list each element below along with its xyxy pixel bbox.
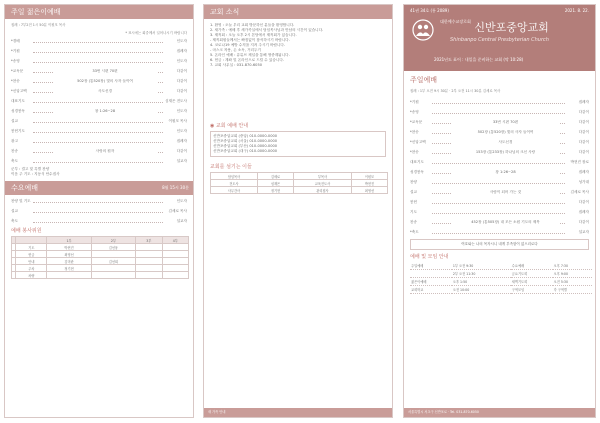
service-committee-title: 예배 봉사위원 — [11, 228, 42, 234]
church-list-title: ◉ 교회 예배 안내 — [210, 123, 249, 129]
order-row — [410, 186, 589, 196]
news-item: 6. 헌금 : 계좌 및 온라인으로 드릴 수 있습니다. — [210, 58, 284, 62]
staff-table — [210, 172, 388, 194]
order-row — [11, 45, 187, 55]
order-row — [11, 195, 187, 205]
order-leader: 설교자 — [578, 230, 589, 234]
order-label: 대표기도 — [410, 160, 424, 164]
order-row — [11, 85, 187, 95]
dotted-leader — [432, 183, 565, 184]
table-cell: 수요예배 — [511, 262, 553, 270]
order-leader: 심재은 전도사 — [165, 99, 187, 103]
order-leader: 박현진 장로 — [570, 160, 589, 164]
table-row — [211, 180, 388, 187]
table-row — [12, 265, 189, 272]
order-label: 축도 — [11, 159, 18, 163]
order-label: *축도 — [410, 230, 419, 234]
section-header-sunday: 주일예배 — [410, 76, 438, 84]
order-content: 33번 시편 70편 — [53, 69, 157, 74]
order-leader: 다같이 — [176, 79, 187, 83]
church-item: 신반포중앙교회 (중앙) 010-0000-0000 — [213, 134, 278, 138]
table-cell: 새벽기도회 — [511, 278, 553, 286]
order-label: *찬송 — [410, 150, 419, 154]
table-cell: 최영선 — [351, 187, 387, 194]
table-cell — [136, 265, 162, 272]
table-cell — [91, 265, 135, 272]
table-cell: 김선희 — [91, 258, 135, 265]
table-cell: 최영선 — [47, 251, 91, 258]
footer-bar: 서울특별시 서초구 신반포로 · Tel. 031-870-6050 — [404, 408, 595, 417]
table-row — [410, 270, 592, 278]
order-label: *송영 — [11, 59, 20, 63]
table-cell: 정기현 — [47, 265, 91, 272]
order-label: 광고 — [11, 139, 18, 143]
order-row — [11, 35, 187, 45]
order-row — [410, 96, 589, 106]
sunday-order-list — [404, 96, 595, 236]
order-row — [11, 145, 187, 155]
table-cell: 관리집사 — [294, 187, 352, 194]
church-list — [210, 131, 386, 157]
order-label: 봉헌기도 — [11, 129, 25, 133]
table-cell: 오전 5:30 — [553, 278, 592, 286]
order-row — [11, 155, 187, 165]
table-cell: 교회학교 — [410, 286, 452, 294]
table-cell: 이원모 — [351, 173, 387, 180]
order-label: 설교 — [11, 119, 18, 123]
order-content: 33번 시편 70편 — [452, 120, 559, 125]
memo-list — [5, 165, 193, 179]
table-cell: 정기현 — [257, 187, 293, 194]
table-cell: 1부 오전 9:30 — [452, 262, 511, 270]
table-cell: 담임목사 — [211, 173, 258, 180]
order-content: 사도신경 — [53, 89, 157, 94]
order-leader: 다같이 — [176, 89, 187, 93]
lead-text: 집례 : 1부 오전 9시 30분 · 2부 오전 11시 30분 김세로 목사 — [410, 89, 501, 93]
order-content: 사도신경 — [452, 140, 559, 145]
order-leader: 다같이 — [578, 120, 589, 124]
service-committee-table — [11, 236, 189, 279]
church-name-text: 신반포중앙교회 — [474, 21, 549, 34]
church-logo-icon — [412, 19, 434, 41]
table-cell: 안내 — [16, 258, 47, 265]
order-label: *찬송 — [11, 79, 20, 83]
annual-theme: 2021년도 표어 : 내일을 준비하는 교회 (막 10:28) — [434, 57, 524, 62]
order-label: *기원 — [11, 49, 20, 53]
order-label: *찬송 — [410, 130, 419, 134]
order-row — [11, 105, 187, 115]
wednesday-time: 8월 15시 30분 — [162, 185, 189, 190]
order-leader: 다같이 — [176, 149, 187, 153]
order-leader: 인도자 — [176, 59, 187, 63]
table-cell: 오후 9:00 — [553, 270, 592, 278]
cover-banner — [404, 5, 595, 71]
table-cell: 2부 오전 11:30 — [452, 270, 511, 278]
order-label: *기원 — [410, 100, 419, 104]
table-cell: 헌금 — [16, 251, 47, 258]
order-row — [11, 135, 187, 145]
news-item: 4. 코로나19 예방 수칙을 지켜 주시기 바랍니다. — [210, 43, 286, 47]
table-cell: 전도사 — [211, 180, 258, 187]
dotted-leader — [432, 203, 565, 204]
section-header-wednesday — [5, 181, 193, 195]
order-leader: 설교자 — [176, 219, 187, 223]
order-label: 찬송 — [11, 149, 18, 153]
table-cell: 부목사 — [294, 173, 352, 180]
order-row — [11, 205, 187, 215]
order-content: 창 1:26~28 — [53, 109, 157, 114]
panel-cover — [403, 4, 596, 418]
table-cell: 각 구역별 — [553, 286, 592, 294]
table-cell: 기도 — [16, 244, 47, 251]
table-cell — [136, 272, 162, 279]
table-row — [410, 262, 592, 270]
table-cell: 차량 — [16, 272, 47, 279]
table-header-cell — [16, 237, 47, 244]
table-row — [410, 286, 592, 294]
order-leader: 집례자 — [578, 170, 589, 174]
table-cell — [162, 272, 188, 279]
wednesday-title: 수요예배 — [11, 184, 39, 192]
news-item: 2. 새가족 : 예배 후 새가족실에서 담임목사님과 만남의 시간이 있습니다. — [210, 28, 324, 32]
order-leader: 다같이 — [578, 140, 589, 144]
order-leader: 집례자 — [176, 139, 187, 143]
order-content: 153장 (통233장) 하나님의 크신 사랑 — [452, 150, 559, 155]
news-item: 1. 환영 : 오늘 우리 교회 방문하신 분들을 환영합니다. — [210, 23, 295, 27]
table-header-cell: 1부 — [47, 237, 91, 244]
wednesday-order-list — [5, 195, 193, 225]
order-label: *교독문 — [410, 120, 423, 124]
order-leader: 다같이 — [578, 150, 589, 154]
news-item: 7. 교회 사무실 : 031-870-6050 — [210, 63, 263, 67]
table-cell — [162, 244, 188, 251]
order-leader: 김세로 목사 — [570, 190, 589, 194]
table-row — [211, 187, 388, 194]
table-cell: 김선웅 — [91, 244, 135, 251]
dotted-leader — [33, 142, 163, 143]
table-cell — [91, 272, 135, 279]
news-list — [204, 19, 392, 68]
standing-note: * 표시에는 회중께서 일어나시기 바랍니다 — [125, 31, 187, 35]
order-content: 창 1:26~28 — [452, 170, 559, 175]
order-leader: 성가대 — [578, 180, 589, 184]
order-label: *경배 — [11, 39, 20, 43]
order-row — [11, 55, 187, 65]
dotted-leader — [33, 102, 163, 103]
order-row — [410, 206, 589, 216]
order-label: 찬양 및 기도 — [11, 199, 31, 203]
table-cell: 오전 10:00 — [452, 286, 511, 294]
meeting-info-title: 예배 및 모임 안내 — [410, 254, 449, 260]
order-leader: 다같이 — [578, 200, 589, 204]
order-leader: 인도자 — [176, 109, 187, 113]
order-leader: 다같이 — [578, 130, 589, 134]
order-label: 성경봉독 — [410, 170, 424, 174]
denomination: 대한예수교장로회 — [440, 19, 471, 24]
dotted-leader — [432, 103, 565, 104]
order-leader: 인도자 — [176, 129, 187, 133]
table-cell — [162, 258, 188, 265]
church-name-en: Shinbanpo Central Presbyterian Church — [450, 37, 549, 43]
order-row — [410, 216, 589, 226]
order-label: 찬양 — [410, 180, 417, 184]
order-row — [11, 75, 187, 85]
dotted-leader — [33, 162, 163, 163]
church-item: 신반포중앙교회 (서울) 010-0000-0000 — [213, 139, 278, 143]
dotted-leader — [33, 52, 163, 53]
table-row — [12, 251, 189, 258]
table-cell: 심재은 — [257, 180, 293, 187]
order-leader: 다같이 — [176, 69, 187, 73]
order-row — [11, 95, 187, 105]
table-cell: 젊은이예배 — [410, 278, 452, 286]
order-label: *송영 — [410, 110, 419, 114]
lead-text: 집례 : 7부2전 1시 50분 이원모 목사 — [11, 23, 66, 27]
table-row — [410, 278, 592, 286]
table-cell — [136, 258, 162, 265]
table-cell — [162, 265, 188, 272]
panel-young-adult-worship — [4, 4, 194, 418]
table-cell — [47, 272, 91, 279]
dotted-leader — [432, 113, 565, 114]
order-row — [410, 226, 589, 236]
dotted-leader — [33, 202, 163, 203]
order-row — [11, 215, 187, 225]
verse-box: 여호와는 나의 목자시니 내게 부족함이 없으리로다 — [410, 239, 589, 250]
table-row — [12, 244, 189, 251]
order-leader: 집례자 — [176, 49, 187, 53]
table-cell: 주일예배 — [410, 262, 452, 270]
table-cell — [136, 251, 162, 258]
table-header-cell: 3부 — [136, 237, 162, 244]
order-label: *신앙고백 — [410, 140, 426, 144]
dotted-leader — [33, 132, 163, 133]
dotted-leader — [432, 233, 565, 234]
order-label: 설교 — [410, 190, 417, 194]
order-row — [410, 176, 589, 186]
worship-order-list — [5, 35, 193, 165]
table-header-cell: 2부 — [91, 237, 135, 244]
news-item: - 제직회원들께서는 빠짐없이 참석하시기 바랍니다. — [210, 38, 290, 42]
section-header-news: 교회 소식 — [204, 5, 392, 19]
order-row — [410, 126, 589, 136]
order-label: 축도 — [11, 219, 18, 223]
table-cell: 사무간사 — [211, 187, 258, 194]
footer-bar: 새 가족 안내 — [204, 408, 392, 417]
cover-top — [410, 8, 589, 14]
dotted-leader — [33, 62, 163, 63]
order-label: 성경봉독 — [11, 109, 25, 113]
order-row — [410, 196, 589, 206]
table-cell: 교육전도사 — [294, 180, 352, 187]
order-content: 502장 (통520장) 빛의 사자 들이여 — [452, 130, 559, 135]
order-label: *교독문 — [11, 69, 24, 73]
table-cell: 주차 — [16, 265, 47, 272]
table-row — [12, 258, 189, 265]
issue-date: 2021. 8. 22. — [564, 8, 589, 13]
order-content: 사랑의 원자 — [53, 149, 157, 154]
news-item: - 마스크 착용, 손 소독, 거리두기 — [210, 48, 261, 52]
panel-church-news — [203, 4, 393, 418]
order-row — [410, 146, 589, 156]
order-label: 봉헌 — [410, 200, 417, 204]
order-leader: 집례자 — [578, 100, 589, 104]
order-label: 대표기도 — [11, 99, 25, 103]
order-label: 기도 — [410, 210, 417, 214]
order-leader: 김세로 목사 — [168, 209, 187, 213]
table-cell — [136, 244, 162, 251]
staff-title: 교회를 섬기는 이들 — [210, 164, 252, 170]
table-cell: 박현진 — [351, 180, 387, 187]
memo-line: 이음 주 기도 : 지동식 안수집사 — [11, 172, 60, 176]
order-content: 452장 (통505장) 내 모든 소원 기도의 제목 — [452, 220, 559, 225]
table-cell: 김미란 — [47, 258, 91, 265]
meeting-info-table — [410, 262, 592, 294]
order-label: 찬송 — [410, 220, 417, 224]
table-header-cell: 4부 — [162, 237, 188, 244]
church-name — [440, 19, 549, 35]
order-label: *신앙고백 — [11, 89, 27, 93]
section-header-young-adult: 주일 젊은이예배 — [5, 5, 193, 19]
order-label: 설교 — [11, 209, 18, 213]
order-row — [410, 156, 589, 166]
news-item: 5. 온라인 예배 : 유튜브 채널을 통해 생중계됩니다. — [210, 53, 290, 57]
table-cell — [91, 251, 135, 258]
order-row — [410, 136, 589, 146]
order-leader: 이원모 목사 — [168, 119, 187, 123]
table-cell: 구역모임 — [511, 286, 553, 294]
memo-line: 군부 : 결고 및 특별 찬양 — [11, 167, 50, 171]
order-leader: 다같이 — [578, 220, 589, 224]
order-row — [410, 166, 589, 176]
church-item: 신반포중앙교회 (부산) 010-0000-0000 — [213, 144, 278, 148]
order-row — [11, 115, 187, 125]
table-cell: 금요기도회 — [511, 270, 553, 278]
issue-number: 41권 34호 (통 2089) — [410, 8, 449, 13]
table-row — [12, 272, 189, 279]
order-row — [410, 116, 589, 126]
dotted-leader — [33, 222, 163, 223]
table-row — [211, 173, 388, 180]
church-item: 신반포중앙교회 (대구) 010-0000-0000 — [213, 149, 278, 153]
order-row — [11, 65, 187, 75]
order-leader: 설교자 — [176, 159, 187, 163]
table-cell — [162, 251, 188, 258]
order-content: 502장 (통520장) 빛의 사자 들이여 — [53, 79, 157, 84]
table-cell — [410, 270, 452, 278]
dotted-leader — [33, 42, 163, 43]
dotted-leader — [432, 163, 565, 164]
order-leader: 인도자 — [176, 199, 187, 203]
dotted-leader — [33, 212, 163, 213]
table-cell: 오후 7:30 — [553, 262, 592, 270]
dotted-leader — [432, 213, 565, 214]
order-leader: 인도자 — [176, 39, 187, 43]
table-cell: 김세로 — [257, 173, 293, 180]
table-cell: 오후 1:50 — [452, 278, 511, 286]
order-row — [11, 125, 187, 135]
order-leader: 집례자 — [578, 210, 589, 214]
dotted-leader — [33, 122, 163, 123]
order-leader: 다같이 — [578, 110, 589, 114]
order-row — [410, 106, 589, 116]
order-content: 사람이 되어 가는 것 — [452, 190, 559, 195]
table-cell: 박현진 — [47, 244, 91, 251]
news-item: 3. 제직회 : 오늘 오후 2시 본당에서 제직회가 있습니다. — [210, 33, 297, 37]
